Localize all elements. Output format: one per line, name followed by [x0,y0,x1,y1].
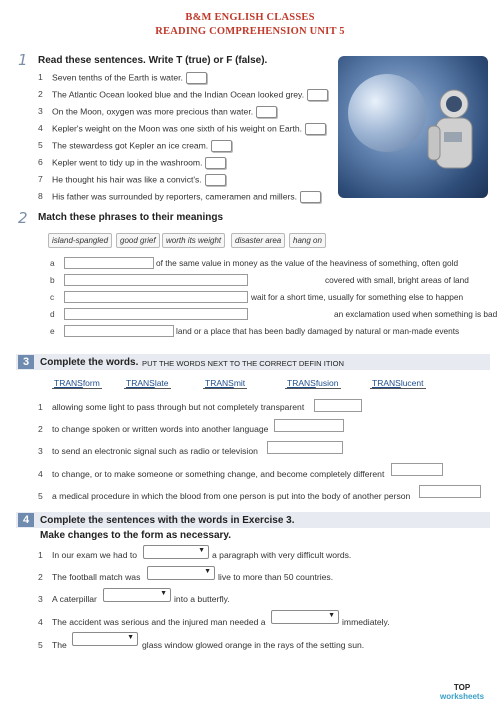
dropdown-arrow-icon: ▼ [328,612,335,619]
tf-item-3: 3 On the Moon, oxygen was more precious than water. [38,106,277,118]
astronaut-earth-photo [338,56,488,198]
section-2-number: 2 [18,209,28,227]
definition-item-3: 3 to send an electronic signal such as radio or television [38,446,258,456]
definition-item-1: 1 allowing some light to pass through but not completely transparent [38,402,305,412]
tf-item-1: 1 Seven tenths of the Earth is water. [38,72,207,84]
word-translate: TRANSlate [126,378,169,388]
sentence-rest-3: into a butterfly. [174,594,230,604]
word-transmit: TRANSmit [205,378,246,388]
definition-answer-3[interactable] [267,441,343,454]
worksheets-logo: TOP worksheets [440,683,485,701]
dropdown-arrow-icon: ▼ [198,547,205,554]
section-4-number: 4 [18,513,34,527]
section-3-number: 3 [18,355,34,369]
sentence-dropdown-2[interactable] [147,566,215,580]
tf-item-8: 8 His father was surrounded by reporters, cameramen and millers. [38,191,321,203]
sentence-dropdown-1[interactable] [143,545,209,559]
section-3-title: Complete the words. [40,357,139,368]
match-answer-e[interactable] [64,325,174,337]
definition-answer-4[interactable] [391,463,443,476]
match-meaning-d: an exclamation used when something is bad [334,309,498,319]
sentence-rest-4: immediately. [342,617,390,627]
earth-image [348,74,426,152]
phrase-bank [46,233,346,249]
sentence-item-2: 2 The football match was [38,572,141,582]
tf-item-5: 5 The stewardess got Kepler an ice cream. [38,140,232,152]
match-meaning-b: covered with small, bright areas of land [325,275,469,285]
tf-answer-box[interactable] [186,72,207,84]
sentence-rest-1: a paragraph with very difficult words. [212,550,352,560]
astronaut-figure [424,86,480,186]
sentence-dropdown-4[interactable] [271,610,339,624]
tf-answer-box[interactable] [211,140,232,152]
match-meaning-c: wait for a short time, usually for something else to happen [251,292,464,302]
sentence-item-3: 3 A caterpillar [38,594,97,604]
tf-item-6: 6 Kepler went to tidy up in the washroom. [38,157,226,169]
section-4-subtitle: Make changes to the form as necessary. [40,530,232,541]
sentence-item-1: 1 In our exam we had to [38,550,138,560]
tf-item-7: 7 He thought his hair was like a convict's. [38,174,226,186]
word-translucent: TRANSlucent [372,378,424,388]
definition-item-2: 2 to change spoken or written words into another language [38,424,269,434]
tf-answer-box[interactable] [300,191,321,203]
sentence-dropdown-5[interactable] [72,632,138,646]
section-1-title: Read these sentences. Write T (true) or F (false). [38,55,268,66]
page-header-subtitle: READING COMPREHENSION UNIT 5 [155,26,345,37]
tf-answer-box[interactable] [205,157,226,169]
tf-answer-box[interactable] [307,89,328,101]
definition-answer-5[interactable] [419,485,481,498]
definition-item-4: 4 to change, or to make someone or something change, and become completely different [38,469,385,479]
phrase-tag: island-spangled [48,233,112,248]
tf-answer-box[interactable] [305,123,326,135]
match-item-d: d [50,309,55,319]
tf-answer-box[interactable] [256,106,277,118]
page-header-title: B&M ENGLISH CLASSES [185,12,315,23]
match-answer-a[interactable] [64,257,154,269]
match-item-a: a [50,258,55,268]
tf-item-2: 2 The Atlantic Ocean looked blue and the Indian Ocean looked grey. [38,89,328,101]
match-item-b: b [50,275,55,285]
dropdown-arrow-icon: ▼ [204,568,211,575]
match-answer-c[interactable] [64,291,248,303]
word-transfusion: TRANSfusion [287,378,339,388]
sentence-rest-5: glass window glowed orange in the rays of the setting sun. [142,640,365,650]
section-1-number: 1 [18,51,28,69]
section-4-title: Complete the sentences with the words in Exercise 3. [40,515,295,526]
definition-item-5: 5 a medical procedure in which the blood from one person is put into the body of another person [38,491,411,501]
match-meaning-e: land or a place that has been badly damaged by natural or man-made events [176,326,460,336]
match-item-e: e [50,326,55,336]
tf-answer-box[interactable] [205,174,226,186]
dropdown-arrow-icon: ▼ [160,590,167,597]
match-answer-d[interactable] [64,308,248,320]
definition-answer-1[interactable] [314,399,362,412]
sentence-item-5: 5 The [38,640,67,650]
sentence-rest-2: live to more than 50 countries. [218,572,334,582]
section-2-title: Match these phrases to their meanings [38,212,224,223]
match-answer-b[interactable] [64,274,248,286]
section-3-instruction: PUT THE WORDS NEXT TO THE CORRECT DEFIN ITION [142,359,344,368]
phrase-tag: disaster area [231,233,285,248]
sentence-dropdown-3[interactable] [103,588,171,602]
match-item-c: c [50,292,55,302]
word-transform: TRANSform [54,378,100,388]
phrase-tag: good grief [116,233,160,248]
match-meaning-a: of the same value in money as the value of the heaviness of something, often gold [156,258,459,268]
dropdown-arrow-icon: ▼ [127,634,134,641]
sentence-item-4: 4 The accident was serious and the injured man needed a [38,617,266,627]
phrase-tag: worth its weight [162,233,225,248]
tf-item-4: 4 Kepler's weight on the Moon was one sixth of his weight on Earth. [38,123,326,135]
definition-answer-2[interactable] [274,419,344,432]
phrase-tag: hang on [289,233,326,248]
